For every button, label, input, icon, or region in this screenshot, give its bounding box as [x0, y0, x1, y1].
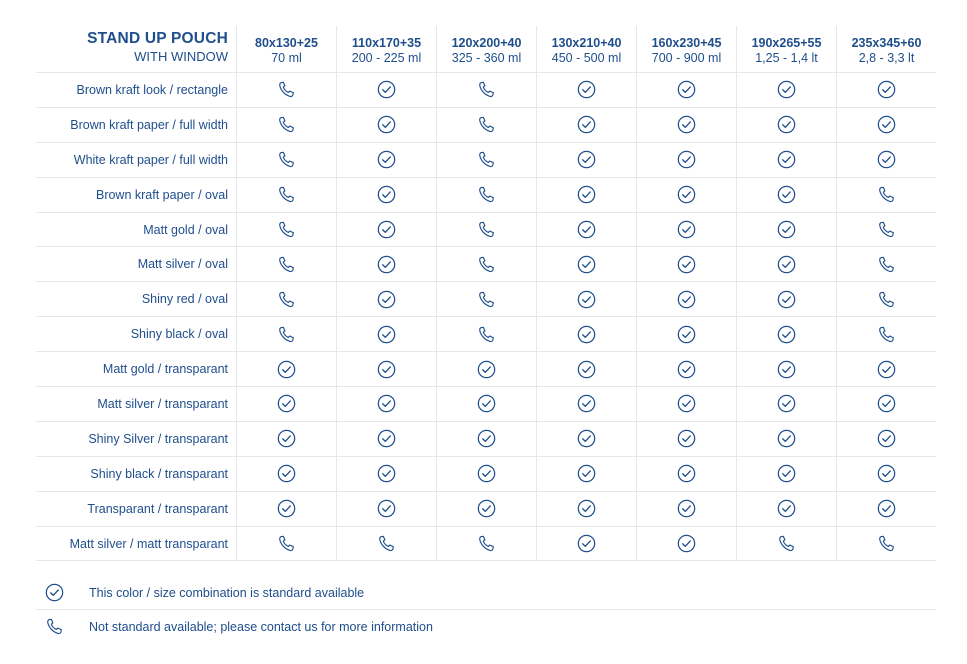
phone-icon	[45, 617, 64, 636]
cell-contact	[236, 213, 336, 247]
cell-standard	[736, 492, 836, 526]
cell-standard	[336, 457, 436, 491]
cell-standard	[436, 492, 536, 526]
check-circle-icon	[677, 325, 696, 344]
check-circle-icon	[677, 394, 696, 413]
phone-icon	[877, 290, 896, 309]
column-volume: 1,25 - 1,4 lt	[755, 51, 818, 65]
check-circle-icon	[677, 499, 696, 518]
table-row	[36, 422, 936, 457]
phone-icon	[877, 534, 896, 553]
row-label: Brown kraft paper / oval	[95, 187, 228, 202]
column-size: 190x265+55	[751, 36, 822, 50]
table-row	[36, 387, 936, 422]
cell-standard	[536, 387, 636, 421]
table-body	[36, 73, 936, 561]
check-circle-icon	[777, 429, 796, 448]
column-size: 80x130+25	[255, 36, 318, 50]
cell-contact	[436, 143, 536, 177]
cell-contact	[436, 178, 536, 212]
phone-icon	[377, 534, 396, 553]
column-header	[736, 26, 836, 72]
cell-standard	[436, 457, 536, 491]
check-circle-icon	[777, 150, 796, 169]
check-circle-icon	[377, 360, 396, 379]
check-circle-icon	[377, 464, 396, 483]
cell-contact	[236, 143, 336, 177]
cell-contact	[236, 108, 336, 142]
check-circle-icon	[277, 499, 296, 518]
cell-standard	[536, 108, 636, 142]
column-header	[236, 26, 336, 72]
cell-contact	[836, 527, 936, 561]
cell-standard	[536, 282, 636, 316]
phone-icon	[477, 290, 496, 309]
cell-contact	[836, 247, 936, 281]
check-circle-icon	[777, 115, 796, 134]
cell-standard	[536, 317, 636, 351]
column-size: 120x200+40	[451, 36, 522, 50]
phone-icon	[477, 185, 496, 204]
row-label: Brown kraft paper / full width	[70, 117, 228, 132]
cell-standard	[636, 317, 736, 351]
cell-standard	[336, 422, 436, 456]
cell-contact	[836, 317, 936, 351]
cell-standard	[636, 387, 736, 421]
phone-icon	[277, 255, 296, 274]
check-circle-icon	[577, 185, 596, 204]
row-label: Matt gold / transparant	[102, 362, 228, 377]
check-circle-icon	[777, 220, 796, 239]
check-circle-icon	[377, 115, 396, 134]
check-circle-icon	[677, 115, 696, 134]
row-label: Matt silver / oval	[137, 257, 228, 272]
cell-standard	[736, 422, 836, 456]
cell-standard	[536, 213, 636, 247]
check-circle-icon	[377, 185, 396, 204]
table-title	[36, 26, 236, 72]
cell-contact	[236, 317, 336, 351]
check-circle-icon	[777, 80, 796, 99]
column-header	[636, 26, 736, 72]
cell-standard	[736, 387, 836, 421]
phone-icon	[477, 325, 496, 344]
table-row	[36, 457, 936, 492]
table-row	[36, 213, 936, 248]
cell-standard	[636, 247, 736, 281]
phone-icon	[877, 185, 896, 204]
cell-standard	[736, 213, 836, 247]
cell-standard	[536, 73, 636, 107]
check-circle-icon	[877, 394, 896, 413]
table-row	[36, 108, 936, 143]
check-circle-icon	[377, 499, 396, 518]
cell-standard	[736, 73, 836, 107]
cell-contact	[736, 527, 836, 561]
cell-standard	[536, 247, 636, 281]
row-label: Transparant / transparant	[87, 501, 228, 516]
column-volume: 70 ml	[271, 51, 302, 65]
cell-standard	[736, 352, 836, 386]
phone-icon	[277, 534, 296, 553]
check-circle-icon	[577, 325, 596, 344]
cell-standard	[636, 213, 736, 247]
cell-standard	[236, 422, 336, 456]
cell-standard	[636, 492, 736, 526]
check-circle-icon	[477, 429, 496, 448]
cell-standard	[736, 247, 836, 281]
check-circle-icon	[377, 255, 396, 274]
check-circle-icon	[677, 150, 696, 169]
cell-contact	[336, 527, 436, 561]
check-circle-icon	[377, 220, 396, 239]
phone-icon	[477, 220, 496, 239]
cell-contact	[436, 213, 536, 247]
check-circle-icon	[577, 80, 596, 99]
check-circle-icon	[577, 464, 596, 483]
cell-standard	[836, 457, 936, 491]
cell-contact	[436, 73, 536, 107]
check-circle-icon	[677, 220, 696, 239]
phone-icon	[277, 325, 296, 344]
title-sub: WITH WINDOW	[134, 49, 228, 64]
check-circle-icon	[277, 429, 296, 448]
cell-standard	[336, 387, 436, 421]
cell-contact	[236, 282, 336, 316]
cell-standard	[836, 143, 936, 177]
table-row	[36, 282, 936, 317]
cell-standard	[636, 73, 736, 107]
check-circle-icon	[677, 255, 696, 274]
cell-standard	[436, 387, 536, 421]
row-label: Matt gold / oval	[143, 222, 228, 237]
check-circle-icon	[577, 394, 596, 413]
cell-standard	[836, 73, 936, 107]
column-size: 130x210+40	[551, 36, 622, 50]
cell-standard	[336, 178, 436, 212]
phone-icon	[477, 255, 496, 274]
column-header	[836, 26, 936, 72]
check-circle-icon	[477, 360, 496, 379]
cell-standard	[736, 282, 836, 316]
legend-item-standard	[36, 576, 936, 609]
check-circle-icon	[777, 185, 796, 204]
column-header	[436, 26, 536, 72]
cell-contact	[236, 73, 336, 107]
cell-standard	[836, 352, 936, 386]
check-circle-icon	[777, 255, 796, 274]
check-circle-icon	[577, 429, 596, 448]
check-circle-icon	[577, 220, 596, 239]
phone-icon	[277, 115, 296, 134]
check-circle-icon	[877, 80, 896, 99]
check-circle-icon	[377, 150, 396, 169]
check-circle-icon	[377, 290, 396, 309]
table-row	[36, 492, 936, 527]
phone-icon	[277, 185, 296, 204]
column-volume: 450 - 500 ml	[551, 51, 622, 65]
column-volume: 325 - 360 ml	[451, 51, 522, 65]
check-circle-icon	[577, 360, 596, 379]
row-label: Matt silver / transparant	[97, 396, 228, 411]
check-circle-icon	[477, 464, 496, 483]
row-label: Shiny black / oval	[130, 327, 228, 342]
check-circle-icon	[577, 534, 596, 553]
check-circle-icon	[577, 255, 596, 274]
column-volume: 2,8 - 3,3 lt	[858, 51, 915, 65]
cell-standard	[236, 457, 336, 491]
table-row	[36, 178, 936, 213]
table-row	[36, 527, 936, 562]
check-circle-icon	[377, 80, 396, 99]
cell-standard	[636, 422, 736, 456]
column-header	[336, 26, 436, 72]
phone-icon	[777, 534, 796, 553]
row-label: White kraft paper / full width	[73, 152, 228, 167]
cell-standard	[636, 108, 736, 142]
cell-standard	[736, 178, 836, 212]
cell-standard	[836, 422, 936, 456]
cell-standard	[536, 178, 636, 212]
check-circle-icon	[577, 499, 596, 518]
cell-standard	[536, 143, 636, 177]
legend	[36, 576, 936, 643]
cell-contact	[236, 178, 336, 212]
cell-standard	[236, 492, 336, 526]
cell-standard	[736, 108, 836, 142]
check-circle-icon	[877, 429, 896, 448]
phone-icon	[277, 80, 296, 99]
phone-icon	[477, 534, 496, 553]
availability-table	[36, 26, 936, 561]
cell-standard	[336, 317, 436, 351]
cell-standard	[436, 422, 536, 456]
cell-standard	[536, 527, 636, 561]
column-volume: 200 - 225 ml	[351, 51, 422, 65]
check-circle-icon	[877, 499, 896, 518]
table-header	[36, 26, 936, 73]
column-size: 235x345+60	[851, 36, 922, 50]
check-circle-icon	[777, 360, 796, 379]
check-circle-icon	[577, 150, 596, 169]
cell-standard	[736, 457, 836, 491]
check-circle-icon	[277, 394, 296, 413]
cell-standard	[636, 143, 736, 177]
check-circle-icon	[777, 394, 796, 413]
cell-standard	[336, 352, 436, 386]
check-circle-icon	[377, 429, 396, 448]
legend-item-contact	[36, 609, 936, 643]
phone-icon	[877, 220, 896, 239]
cell-contact	[836, 178, 936, 212]
cell-standard	[636, 178, 736, 212]
row-label: Matt silver / matt transparant	[69, 536, 228, 551]
cell-contact	[836, 213, 936, 247]
cell-standard	[436, 352, 536, 386]
check-circle-icon	[877, 115, 896, 134]
phone-icon	[477, 80, 496, 99]
cell-standard	[536, 422, 636, 456]
cell-contact	[436, 527, 536, 561]
title-main: STAND UP POUCH	[87, 30, 228, 47]
check-circle-icon	[477, 394, 496, 413]
cell-standard	[336, 108, 436, 142]
cell-standard	[636, 282, 736, 316]
check-circle-icon	[477, 499, 496, 518]
cell-standard	[236, 387, 336, 421]
legend-phone-icon-wrap	[36, 617, 72, 636]
cell-standard	[836, 492, 936, 526]
check-circle-icon	[677, 80, 696, 99]
cell-contact	[436, 282, 536, 316]
cell-standard	[636, 527, 736, 561]
cell-standard	[336, 213, 436, 247]
cell-contact	[436, 247, 536, 281]
cell-contact	[236, 247, 336, 281]
check-circle-icon	[277, 464, 296, 483]
cell-standard	[336, 73, 436, 107]
check-circle-icon	[877, 150, 896, 169]
phone-icon	[277, 220, 296, 239]
legend-text-contact: Not standard available; please contact us for more information	[89, 619, 433, 634]
cell-standard	[836, 387, 936, 421]
check-circle-icon	[377, 394, 396, 413]
cell-standard	[336, 282, 436, 316]
legend-check-icon-wrap	[36, 583, 72, 602]
cell-standard	[536, 352, 636, 386]
cell-contact	[436, 317, 536, 351]
row-label: Shiny red / oval	[141, 292, 228, 307]
table-row	[36, 352, 936, 387]
cell-standard	[536, 492, 636, 526]
check-circle-icon	[377, 325, 396, 344]
row-label: Shiny black / transparant	[90, 466, 228, 481]
row-label: Shiny Silver / transparant	[88, 431, 228, 446]
check-circle-icon	[677, 185, 696, 204]
table-row	[36, 73, 936, 108]
check-circle-icon	[677, 534, 696, 553]
check-circle-icon	[677, 464, 696, 483]
cell-standard	[336, 247, 436, 281]
check-circle-icon	[677, 290, 696, 309]
column-header	[536, 26, 636, 72]
cell-standard	[736, 317, 836, 351]
cell-standard	[336, 492, 436, 526]
column-size: 110x170+35	[351, 36, 422, 50]
check-circle-icon	[777, 464, 796, 483]
cell-standard	[736, 143, 836, 177]
cell-contact	[836, 282, 936, 316]
table-row	[36, 143, 936, 178]
check-circle-icon	[277, 360, 296, 379]
phone-icon	[477, 115, 496, 134]
cell-contact	[236, 527, 336, 561]
check-circle-icon	[577, 115, 596, 134]
phone-icon	[277, 290, 296, 309]
check-circle-icon	[777, 499, 796, 518]
check-circle-icon	[877, 464, 896, 483]
legend-text-standard: This color / size combination is standard available	[89, 585, 365, 600]
cell-standard	[536, 457, 636, 491]
phone-icon	[477, 150, 496, 169]
check-circle-icon	[577, 290, 596, 309]
phone-icon	[877, 325, 896, 344]
table-row	[36, 247, 936, 282]
cell-standard	[836, 108, 936, 142]
check-circle-icon	[677, 429, 696, 448]
cell-standard	[236, 352, 336, 386]
cell-standard	[636, 457, 736, 491]
column-volume: 700 - 900 ml	[651, 51, 722, 65]
row-label: Brown kraft look / rectangle	[76, 82, 228, 97]
column-size: 160x230+45	[651, 36, 722, 50]
cell-standard	[636, 352, 736, 386]
phone-icon	[877, 255, 896, 274]
cell-contact	[436, 108, 536, 142]
check-circle-icon	[45, 583, 64, 602]
check-circle-icon	[677, 360, 696, 379]
table-row	[36, 317, 936, 352]
check-circle-icon	[777, 325, 796, 344]
phone-icon	[277, 150, 296, 169]
check-circle-icon	[877, 360, 896, 379]
check-circle-icon	[777, 290, 796, 309]
cell-standard	[336, 143, 436, 177]
